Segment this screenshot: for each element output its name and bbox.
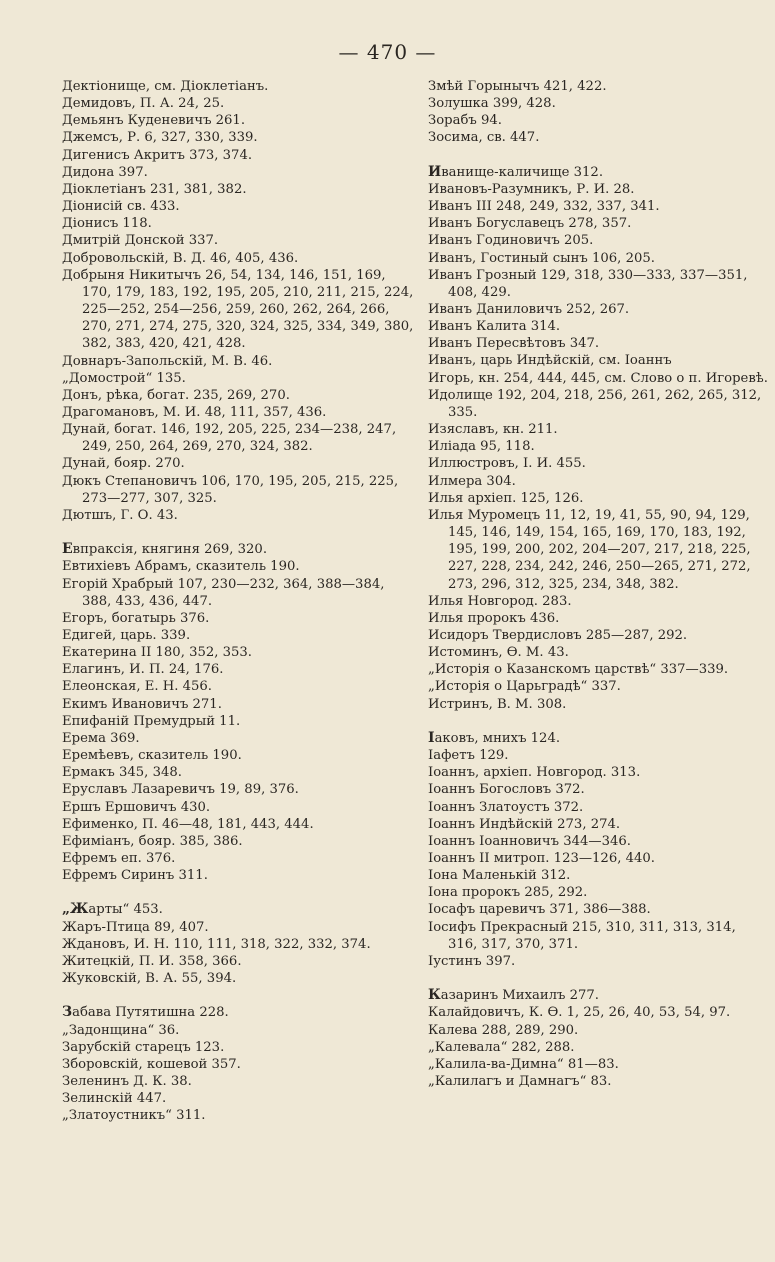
entry-text: Іона Маленькій 312. (428, 868, 571, 884)
index-entry (62, 850, 414, 867)
entry-text: ванище-каличище 312. (441, 164, 604, 180)
entry-text: Еруславъ Лазаревичъ 19, 89, 376. (62, 782, 299, 798)
entry-text: Исидоръ Твердисловъ 285—287, 292. (428, 627, 688, 643)
section-gap (62, 987, 414, 1004)
entry-text: „Калевала“ 282, 288. (428, 1039, 575, 1055)
entry-text: Ефименко, П. 46—48, 181, 443, 444. (62, 816, 314, 832)
entry-text: Илья пророкъ 436. (428, 610, 560, 626)
index-entry (62, 867, 414, 884)
entry-text: Екатерина II 180, 352, 353. (62, 645, 252, 661)
entry-text: Зорабъ 94. (428, 113, 502, 129)
index-entry (62, 970, 414, 987)
entry-text: Ершъ Ершовичъ 430. (62, 799, 211, 815)
entry-text: Зосима, св. 447. (428, 130, 540, 146)
entry-text: Золушка 399, 428. (428, 96, 556, 112)
index-entry (62, 421, 414, 455)
index-entry (62, 353, 414, 370)
index-entry (62, 713, 414, 730)
entry-text: Иванъ Пересвѣтовъ 347. (428, 336, 600, 352)
index-entry (428, 884, 768, 901)
entry-text: Драгомановъ, М. И. 48, 111, 357, 436. (62, 404, 327, 420)
section-initial: К (428, 987, 441, 1004)
entry-text: Елагинъ, И. П. 24, 176. (62, 662, 224, 678)
entry-text: Діонисъ 118. (62, 216, 152, 232)
index-entry (62, 678, 414, 695)
index-entry (62, 387, 414, 404)
index-entry (62, 78, 414, 95)
section-gap (62, 884, 414, 901)
index-entry (62, 730, 414, 747)
index-entry (428, 919, 768, 953)
entry-text: Иванъ Грозный 129, 318, 330—333, 337—351, 408, 429. (428, 267, 748, 300)
section-initial: І (428, 729, 435, 746)
index-entry (62, 1039, 414, 1056)
index-entry (62, 267, 414, 353)
entry-text: Калайдовичъ, К. Ѳ. 1, 25, 26, 40, 53, 54, 97. (428, 1005, 731, 1021)
index-entry (428, 198, 768, 215)
entry-text: Еремѣевъ, сказитель 190. (62, 748, 242, 764)
entry-text: Истринъ, В. М. 308. (428, 696, 567, 712)
index-entry (428, 181, 768, 198)
index-entry (428, 1073, 768, 1090)
index-entry (428, 455, 768, 472)
index-entry (428, 318, 768, 335)
index-entry (428, 850, 768, 867)
entry-text: Іоаннъ Златоустъ 372. (428, 799, 584, 815)
entry-text: абава Путятишна 228. (72, 1005, 229, 1021)
entry-text: Иванъ Годиновичъ 205. (428, 233, 594, 249)
entry-text: Іоаннъ Іоанновичъ 344—346. (428, 833, 631, 849)
index-entry (428, 747, 768, 764)
entry-text: Джемсъ, Р. 6, 327, 330, 339. (62, 130, 258, 146)
index-entry (428, 490, 768, 507)
section-initial: „Ж (62, 901, 89, 918)
entry-text: Дунай, бояр. 270. (62, 456, 185, 472)
entry-text: Ермакъ 345, 348. (62, 765, 182, 781)
entry-text: Иванъ Калита 314. (428, 319, 561, 335)
index-entry (62, 215, 414, 232)
entry-text: Ефиміанъ, бояр. 385, 386. (62, 833, 243, 849)
entry-text: Іоаннъ Индѣйскій 273, 274. (428, 816, 621, 832)
index-entry (428, 901, 768, 918)
entry-text: Иванъ Даниловичъ 252, 267. (428, 302, 630, 318)
entry-text: Ерема 369. (62, 730, 140, 746)
index-column-left (62, 78, 414, 1124)
entry-text: Іафетъ 129. (428, 748, 509, 764)
entry-text: аковъ, мнихъ 124. (434, 730, 561, 746)
entry-text: Іосифъ Прекрасный 215, 310, 311, 313, 314, 316, 317, 370, 371. (428, 919, 736, 952)
entry-text: Епифаній Премудрый 11. (62, 713, 241, 729)
index-entry (62, 129, 414, 146)
entry-text: Екимъ Ивановичъ 271. (62, 696, 222, 712)
index-entry (62, 112, 414, 129)
entry-text: Илмера 304. (428, 473, 516, 489)
index-entry (62, 1022, 414, 1039)
index-entry (428, 232, 768, 249)
section-gap (62, 524, 414, 541)
index-entry (62, 799, 414, 816)
entry-text: Егорій Храбрый 107, 230—232, 364, 388—384, 388, 433, 436, 447. (62, 576, 385, 609)
entry-text: Илья Новгород. 283. (428, 593, 572, 609)
index-entry (428, 507, 768, 593)
entry-text: Калева 288, 289, 290. (428, 1022, 579, 1038)
entry-text: Добрыня Никитычъ 26, 54, 134, 146, 151, 169, 170, 179, 183, 192, 195, 205, 210, 211, 215, 224, 225—252, 254—256, 259, 260, 262, 264, 266, 270, 271, 274, 275, 320, 324, 325, 334, 349, 380, 382, 383, 420, 421, 428. (62, 267, 414, 352)
index-entry (428, 644, 768, 661)
index-entry (62, 198, 414, 215)
entry-text: Дюкъ Степановичъ 106, 170, 195, 205, 215, 225, 273—277, 307, 325. (62, 473, 399, 506)
entry-text: „Калилагъ и Дамнагъ“ 83. (428, 1074, 612, 1090)
index-entry (62, 1073, 414, 1090)
index-entry (428, 473, 768, 490)
index-entry (428, 781, 768, 798)
entry-text: арты“ 453. (88, 902, 163, 918)
section-gap (428, 970, 768, 987)
entry-text: Илья архіеп. 125, 126. (428, 490, 584, 506)
entry-text: Зелинскій 447. (62, 1091, 167, 1107)
page-number: — 470 — (338, 40, 437, 64)
index-entry (62, 919, 414, 936)
index-entry (428, 1039, 768, 1056)
index-entry (428, 387, 768, 421)
index-entry (62, 1004, 414, 1021)
index-entry (428, 95, 768, 112)
index-entry (62, 576, 414, 610)
entry-text: Донъ, рѣка, богат. 235, 269, 270. (62, 387, 290, 403)
index-entry (428, 352, 768, 369)
index-entry (428, 335, 768, 352)
index-entry (428, 627, 768, 644)
entry-text: Іоаннъ Богословъ 372. (428, 782, 585, 798)
index-entry (62, 936, 414, 953)
index-entry (428, 301, 768, 318)
section-gap (428, 147, 768, 164)
entry-text: Змѣй Горынычъ 421, 422. (428, 79, 607, 94)
entry-text: Ефремъ еп. 376. (62, 851, 176, 867)
entry-text: Дектіонище, см. Діоклетіанъ. (62, 79, 269, 94)
entry-text: Іоаннъ II митроп. 123—126, 440. (428, 851, 655, 866)
index-entry (428, 833, 768, 850)
index-entry (428, 370, 768, 387)
entry-text: Ждановъ, И. Н. 110, 111, 318, 322, 332, 374. (62, 936, 371, 952)
entry-text: „Исторія о Казанскомъ царствѣ“ 337—339. (428, 662, 729, 678)
entry-text: Истоминъ, Ѳ. М. 43. (428, 645, 569, 661)
index-entry (62, 507, 414, 524)
index-entry (428, 867, 768, 884)
index-entry (62, 1056, 414, 1073)
entry-text: Иванъ, царь Индѣйскій, см. Іоаннъ (428, 353, 672, 369)
index-entry (62, 370, 414, 387)
entry-text: Егоръ, богатырь 376. (62, 610, 210, 626)
entry-text: Іустинъ 397. (428, 953, 516, 969)
index-entry (62, 747, 414, 764)
index-entry (428, 816, 768, 833)
section-initial: Е (62, 541, 73, 558)
entry-text: Ивановъ-Разумникъ, Р. И. 28. (428, 181, 635, 197)
entry-text: „Златоустникъ“ 311. (62, 1108, 206, 1124)
entry-text: Идолище 192, 204, 218, 256, 261, 262, 265, 312, 335. (428, 387, 762, 420)
index-entry (428, 78, 768, 95)
index-entry (62, 610, 414, 627)
entry-text: Дютшъ, Г. О. 43. (62, 507, 178, 523)
entry-text: „Домострой“ 135. (62, 370, 186, 386)
index-entry (62, 1090, 414, 1107)
index-entry (62, 558, 414, 575)
entry-text: Иванъ, Гостиный сынъ 106, 205. (428, 250, 655, 266)
entry-text: „Исторія о Царьградѣ“ 337. (428, 679, 621, 695)
entry-text: „Калила-ва-Димна“ 81—83. (428, 1056, 619, 1072)
index-entry (62, 833, 414, 850)
entry-text: Житецкій, П. И. 358, 366. (62, 953, 242, 969)
index-entry (428, 112, 768, 129)
entry-text: Дунай, богат. 146, 192, 205, 225, 234—238, 247, 249, 250, 264, 269, 270, 324, 382. (62, 422, 397, 455)
index-entry (62, 147, 414, 164)
index-entry (428, 799, 768, 816)
index-column-right (428, 78, 768, 1090)
entry-text: Евтихіевъ Абрамъ, сказитель 190. (62, 559, 300, 575)
index-entry (62, 953, 414, 970)
index-entry (62, 696, 414, 713)
entry-text: Зборовскій, кошевой 357. (62, 1056, 241, 1072)
index-entry (428, 696, 768, 713)
entry-text: впраксія, княгиня 269, 320. (72, 542, 268, 558)
index-entry (62, 164, 414, 181)
entry-text: Добровольскій, В. Д. 46, 405, 436. (62, 250, 299, 266)
entry-text: Елеонская, Е. Н. 456. (62, 679, 212, 695)
entry-text: Иліада 95, 118. (428, 439, 535, 455)
entry-text: „Задонщина“ 36. (62, 1022, 180, 1038)
index-entry (62, 764, 414, 781)
entry-text: Жаръ-Птица 89, 407. (62, 919, 209, 935)
index-entry (62, 95, 414, 112)
index-entry (428, 438, 768, 455)
index-entry (428, 215, 768, 232)
index-entry (428, 953, 768, 970)
index-entry (428, 764, 768, 781)
index-entry (62, 781, 414, 798)
index-entry (428, 593, 768, 610)
entry-text: Дидона 397. (62, 164, 148, 180)
index-entry (428, 1056, 768, 1073)
entry-text: Діоклетіанъ 231, 381, 382. (62, 181, 247, 197)
index-entry (62, 661, 414, 678)
index-entry (62, 404, 414, 421)
entry-text: Илья Муромецъ 11, 12, 19, 41, 55, 90, 94, 129, 145, 146, 149, 154, 165, 169, 170, 183, 192, 195, 199, 200, 202, 204—207, 217, 218, 225, 227, 228, 234, 242, 246, 250—265, 271, 272, 273, 296, 312, 325, 234, 348, 382. (428, 507, 751, 592)
index-entry (62, 473, 414, 507)
entry-text: Иванъ III 248, 249, 332, 337, 341. (428, 199, 660, 215)
entry-text: Іона пророкъ 285, 292. (428, 885, 588, 901)
entry-text: Жуковскій, В. А. 55, 394. (62, 971, 237, 987)
index-entry (428, 661, 768, 678)
entry-text: Едигей, царь. 339. (62, 627, 191, 643)
index-entry (62, 1107, 414, 1124)
index-entry (62, 901, 414, 918)
entry-text: Зеленинъ Д. К. 38. (62, 1074, 192, 1090)
entry-text: Демьянъ Куденевичъ 261. (62, 113, 246, 129)
section-initial: И (428, 163, 442, 180)
entry-text: Діонисій св. 433. (62, 199, 180, 215)
index-entry (62, 181, 414, 198)
index-entry (428, 987, 768, 1004)
section-initial: З (62, 1004, 73, 1021)
entry-text: Игорь, кн. 254, 444, 445, см. Слово о п. Игоревѣ. (428, 370, 768, 386)
entry-text: Іоаннъ, архіеп. Новгород. 313. (428, 765, 641, 781)
index-entry (428, 1022, 768, 1039)
entry-text: Довнаръ-Запольскій, М. В. 46. (62, 353, 273, 369)
entry-text: Иванъ Богуславецъ 278, 357. (428, 216, 632, 232)
entry-text: Демидовъ, П. А. 24, 25. (62, 96, 225, 112)
index-entry (428, 1004, 768, 1021)
index-entry (62, 250, 414, 267)
entry-text: Иллюстровъ, І. И. 455. (428, 456, 586, 472)
index-entry (428, 129, 768, 146)
index-entry (428, 610, 768, 627)
entry-text: Ефремъ Сиринъ 311. (62, 868, 208, 884)
index-entry (62, 627, 414, 644)
index-entry (62, 644, 414, 661)
index-entry (62, 232, 414, 249)
entry-text: Зарубскій старецъ 123. (62, 1039, 225, 1055)
index-entry (428, 730, 768, 747)
index-entry (428, 678, 768, 695)
index-entry (428, 164, 768, 181)
index-entry (428, 250, 768, 267)
entry-text: азаринъ Михаилъ 277. (440, 988, 599, 1004)
index-entry (428, 267, 768, 301)
index-entry (62, 541, 414, 558)
entry-text: Дмитрій Донской 337. (62, 233, 219, 249)
entry-text: Дигенисъ Акритъ 373, 374. (62, 147, 253, 163)
entry-text: Изяславъ, кн. 211. (428, 422, 558, 438)
index-entry (62, 455, 414, 472)
index-entry (428, 421, 768, 438)
section-gap (428, 713, 768, 730)
index-entry (62, 816, 414, 833)
entry-text: Іосафъ царевичъ 371, 386—388. (428, 902, 651, 918)
